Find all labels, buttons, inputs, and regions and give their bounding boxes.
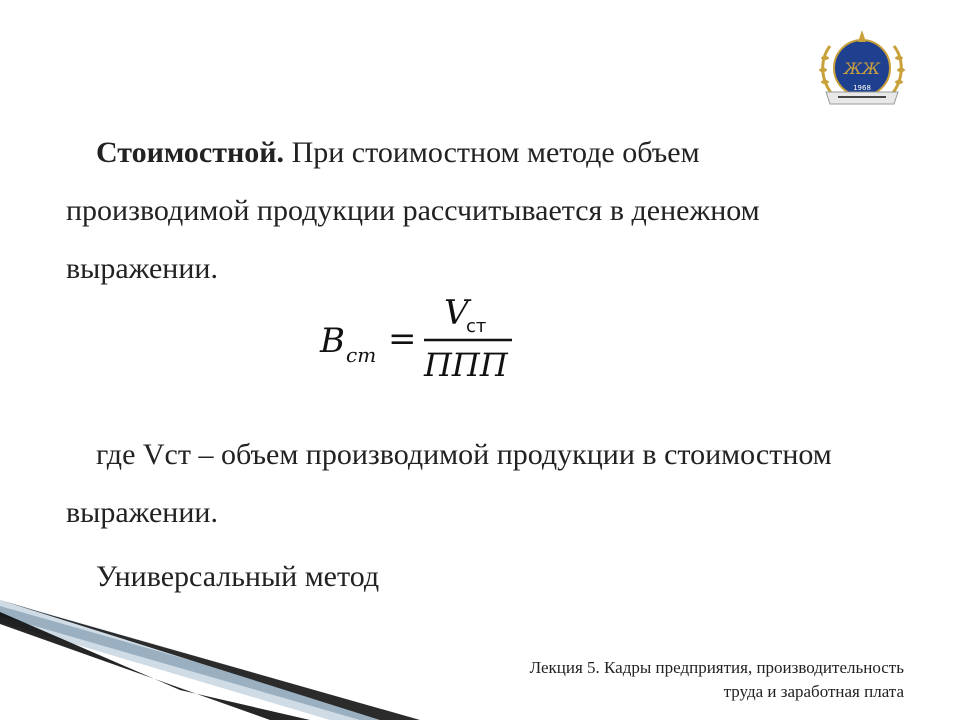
footer-line-1: Лекция 5. Кадры предприятия, производительность <box>529 658 904 677</box>
university-emblem-icon <box>812 24 912 116</box>
paragraph-where-text: где Vст – объем производимой продукции в стоимостном выражении. <box>66 438 832 529</box>
formula-lhs-sub: ст <box>346 343 377 367</box>
footer-lecture-title <box>444 656 904 704</box>
term-cost: Стоимостной. <box>96 136 285 169</box>
formula-lhs: B <box>320 321 345 361</box>
svg-text:ЖЖ: ЖЖ <box>844 59 880 78</box>
paragraph-cost-method <box>66 124 866 298</box>
footer-line-2: труда и заработная плата <box>723 682 904 701</box>
formula-equals: = <box>388 319 417 359</box>
formula-cost <box>316 282 526 392</box>
formula-numerator-sub: ст <box>466 316 487 337</box>
logo-year: 1968 <box>853 84 871 92</box>
formula-denominator: ППП <box>424 346 508 384</box>
formula-numerator: V <box>444 293 469 333</box>
paragraph-where <box>66 426 906 542</box>
paragraph-cost-text: При стоимостном методе объем производимой продукции рассчитывается в денежном выражении. <box>66 136 760 285</box>
paragraph-universal: Универсальный метод <box>96 560 380 593</box>
